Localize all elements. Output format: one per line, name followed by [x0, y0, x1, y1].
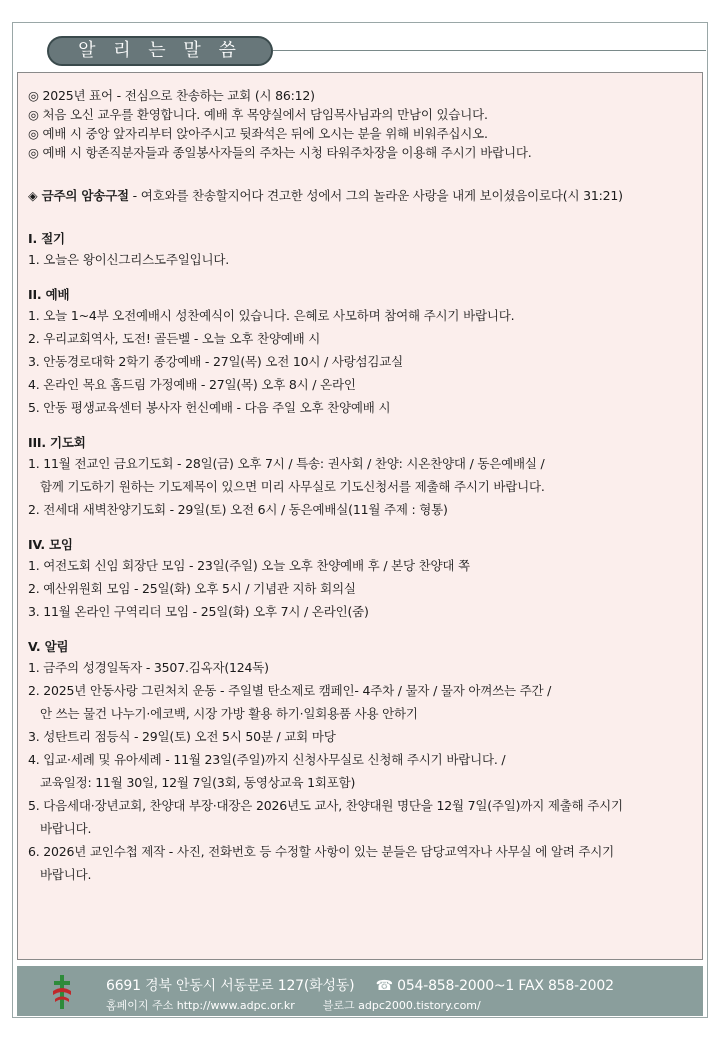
- notice-item: ◎ 예배 시 항존직분자들과 종일봉사자들의 주차는 시청 타워주차장을 이용해 주시기 바랍니다.: [28, 145, 532, 160]
- footer-phone: ☎ 054-858-2000~1 FAX 858-2002: [375, 978, 614, 994]
- page-title: 알 리 는 말 씀: [47, 36, 273, 66]
- list-item: 2. 우리교회역사, 도전! 골든벨 - 오늘 오후 찬양예배 시: [28, 331, 321, 346]
- list-item: 5. 안동 평생교육센터 봉사자 헌신예배 - 다음 주일 오후 찬양예배 시: [28, 400, 391, 415]
- list-item-continuation: 바랍니다.: [40, 867, 92, 882]
- footer-homepage-link[interactable]: 홈페이지 주소 http://www.adpc.or.kr: [106, 999, 295, 1012]
- footer-address: 6691 경북 안동시 서동문로 127(화성동): [106, 978, 355, 994]
- section-title: II. 예배: [28, 287, 70, 302]
- church-logo-icon: [51, 975, 73, 1009]
- notice-item: ◎ 처음 오신 교우를 환영합니다. 예배 후 목양실에서 담임목사님과의 만남이 있습니다.: [28, 107, 488, 122]
- section-prayer: [28, 433, 702, 521]
- list-item: 1. 11월 전교인 금요기도회 - 28일(금) 오후 7시 / 특송: 권사회 / 찬양: 시온찬양대 / 동은예배실 /: [28, 456, 545, 471]
- list-item: 3. 성탄트리 점등식 - 29일(토) 오전 5시 50분 / 교회 마당: [28, 729, 336, 744]
- footer-web-line: [106, 997, 481, 1013]
- list-item: 4. 입교·세례 및 유아세례 - 11월 23일(주일)까지 신청사무실로 신청해 주시기 바랍니다. /: [28, 752, 506, 767]
- section-announcements: [28, 637, 702, 886]
- section-title: III. 기도회: [28, 435, 86, 450]
- list-item-continuation: 교육일정: 11월 30일, 12월 7일(3회, 동영상교육 1회포함): [40, 775, 356, 790]
- section-worship: [28, 285, 702, 419]
- footer-bar: [17, 966, 703, 1016]
- memory-verse: [28, 186, 702, 205]
- list-item: 3. 11월 온라인 구역리더 모임 - 25일(화) 오후 7시 / 온라인(줌): [28, 604, 369, 619]
- section-title: I. 절기: [28, 231, 65, 246]
- notice-item: ◎ 2025년 표어 - 전심으로 찬송하는 교회 (시 86:12): [28, 88, 315, 103]
- list-item: 1. 여전도회 신임 회장단 모임 - 23일(주일) 오늘 오후 찬양예배 후 / 본당 찬양대 쪽: [28, 558, 470, 573]
- notice-panel: [17, 72, 703, 960]
- list-item: 4. 온라인 목요 홈드림 가정예배 - 27일(목) 오후 8시 / 온라인: [28, 377, 356, 392]
- notice-item: ◎ 예배 시 중앙 앞자리부터 앉아주시고 뒷좌석은 뒤에 오시는 분을 위해 비워주십시오.: [28, 126, 488, 141]
- memory-verse-text: - 여호와를 찬송할지어다 견고한 성에서 그의 놀라운 사랑을 내게 보이셨음이로다(시 31:21): [128, 188, 623, 203]
- list-item: 2. 전세대 새벽찬양기도회 - 29일(토) 오전 6시 / 동은예배실(11월 주제 : 형통): [28, 502, 448, 517]
- list-item-continuation: 바랍니다.: [40, 821, 92, 836]
- section-title: V. 알림: [28, 639, 69, 654]
- footer-address-line: [106, 975, 614, 995]
- list-item: 5. 다음세대·장년교회, 찬양대 부장·대장은 2026년도 교사, 찬양대원 명단을 12월 7일(주일)까지 제출해 주시기: [28, 798, 623, 813]
- title-divider: [273, 50, 706, 51]
- list-item-continuation: 안 쓰는 물건 나누기·에코백, 시장 가방 활용 하기·일회용품 사용 안하기: [40, 706, 418, 721]
- list-item: 2. 예산위원회 모임 - 25일(화) 오후 5시 / 기념관 지하 회의실: [28, 581, 356, 596]
- section-festival: [28, 229, 702, 271]
- list-item: 2. 2025년 안동사랑 그린처치 운동 - 주일별 탄소제로 캠페인- 4주차 / 물자 / 물자 아껴쓰는 주간 /: [28, 683, 552, 698]
- memory-verse-label: ◈ 금주의 암송구절: [28, 188, 129, 203]
- list-item: 1. 금주의 성경일독자 - 3507.김옥자(124독): [28, 660, 269, 675]
- notice-list: [28, 86, 702, 162]
- footer-blog-link[interactable]: 블로그 adpc2000.tistory.com/: [322, 999, 481, 1012]
- list-item: 6. 2026년 교인수첩 제작 - 사진, 전화번호 등 수정할 사항이 있는 분들은 담당교역자나 사무실 에 알려 주시기: [28, 844, 614, 859]
- list-item: 3. 안동경로대학 2학기 종강예배 - 27일(목) 오전 10시 / 사랑섬김교실: [28, 354, 404, 369]
- section-meetings: [28, 535, 702, 623]
- section-title: IV. 모임: [28, 537, 73, 552]
- list-item: 1. 오늘 1~4부 오전예배시 성찬예식이 있습니다. 은혜로 사모하며 참여해 주시기 바랍니다.: [28, 308, 515, 323]
- list-item-continuation: 함께 기도하기 원하는 기도제목이 있으면 미리 사무실로 기도신청서를 제출해 주시기 바랍니다.: [40, 479, 545, 494]
- list-item: 1. 오늘은 왕이신그리스도주일입니다.: [28, 252, 229, 267]
